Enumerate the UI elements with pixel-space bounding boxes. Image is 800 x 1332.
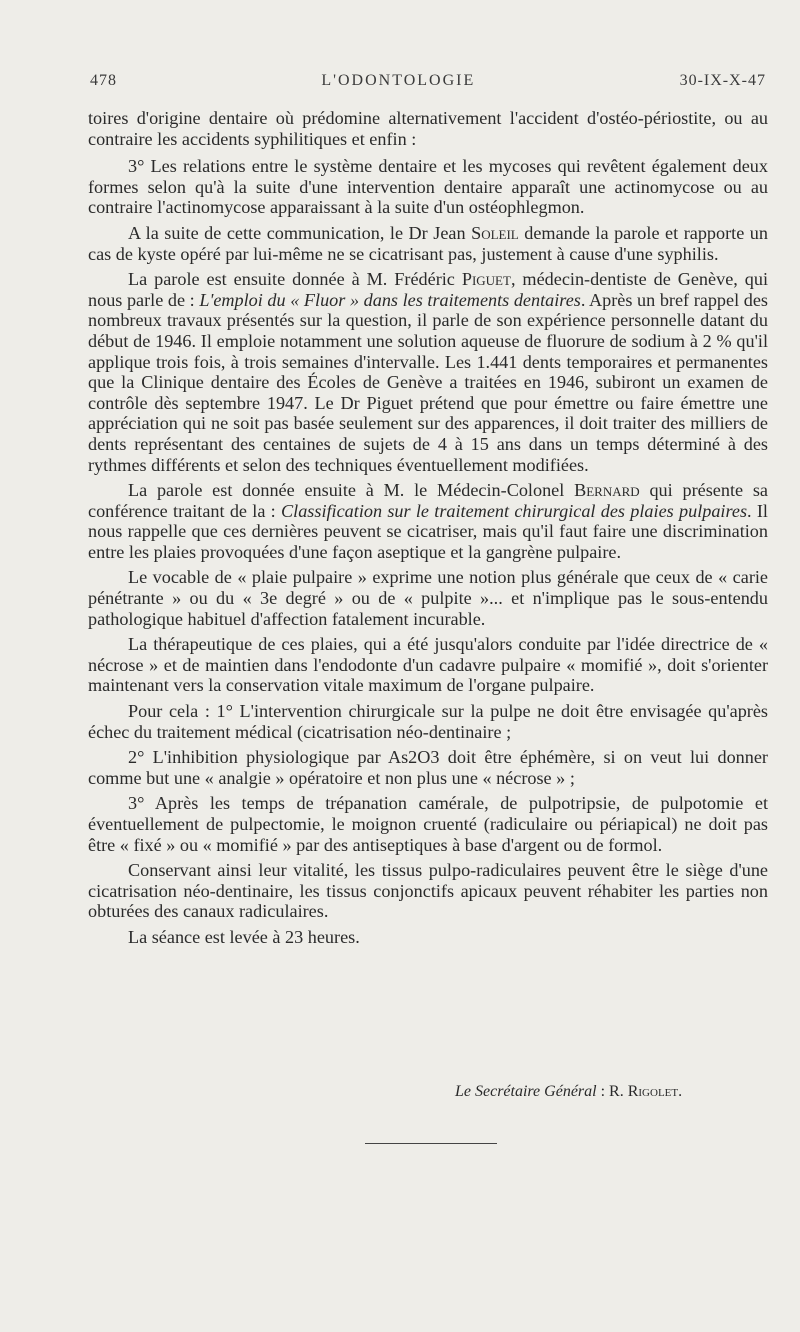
talk-title: Classification sur le traitement chirurgical des plaies pulpaires	[281, 500, 748, 521]
text-run: . Il nous rappelle que ces dernières peuvent se cicatriser, mais qu'il faut faire une discrimination entre les plaies provoquées d'une façon aseptique et la gangrène pulpaire.	[88, 500, 768, 562]
paragraph	[88, 269, 768, 475]
text-run: La parole est donnée ensuite à M. le Médecin-Colonel	[128, 480, 575, 501]
closing-rule	[365, 1143, 497, 1144]
text-run: demande la parole et rapporte un cas de kyste opéré par lui-même ne se cicatrisant pas, justement à cause d'une syphilis.	[88, 222, 768, 264]
talk-title: L'emploi du « Fluor » dans les traitements dentaires	[199, 289, 581, 310]
article-body	[88, 108, 768, 953]
paragraph: Le vocable de « plaie pulpaire » exprime une notion plus générale que ceux de « carie pénétrante » ou du « 3e degré » ou de « pulpite »... et n'implique pas le sous-entendu pathologique habituel d'affection fatalement incurable.	[88, 567, 768, 629]
text-run: La parole est ensuite donnée à M. Frédéric	[128, 269, 462, 290]
paragraph	[88, 223, 768, 264]
signature-line	[455, 1083, 682, 1101]
text-run: A la suite de cette communication, le Dr Jean	[128, 222, 472, 243]
running-header	[90, 72, 766, 90]
paragraph: 2° L'inhibition physiologique par As2O3 doit être éphémère, si on veut lui donner comme but une « analgie » opératoire et non plus une « nécrose » ;	[88, 747, 768, 788]
signature-separator: : R.	[596, 1083, 628, 1100]
signature-end: .	[678, 1083, 683, 1100]
person-name: Piguet	[461, 269, 511, 290]
person-name: Soleil	[471, 222, 519, 243]
paragraph: toires d'origine dentaire où prédomine alternativement l'accident d'ostéo-périostite, ou au contraire les accidents syphilitiques et enfin :	[88, 108, 768, 149]
paragraph: Conservant ainsi leur vitalité, les tissus pulpo-radiculaires peuvent être le siège d'une cicatrisation néo-dentinaire, les tissus conjonctifs apicaux peuvent réhabiter les parties non obturées des canaux radiculaires.	[88, 860, 768, 922]
page-number: 478	[90, 72, 117, 89]
text-run: . Après un bref rappel des nombreux travaux présentés sur la question, il parle de son expérience personnelle datant du début de 1946. Il emploie notamment une solution aqueuse de fluorure de sodium à 2 % qu'il applique trois fois, à trois semaines d'intervalle. Les 1.441 dents temporaires et permanentes que la Clinique dentaire des Écoles de Genève a traitées en 1946, subiront un examen de contrôle dès septembre 1947. Le Dr Piguet prétend que pour émettre ou faire émettre une appréciation qui ne soit pas basée seulement sur des apparences, il doit traiter des milliers de dents représentant des centaines de sujets de 4 à 15 ans dans un temps déterminé à des rythmes différents et selon des techniques éventuellement modifiées.	[88, 289, 768, 475]
paragraph: 3° Les relations entre le système dentaire et les mycoses qui revêtent également deux formes selon qu'à la suite d'une intervention dentaire apparaît une actinomycose ou au contraire l'actinomycose apparaissant à la suite d'un ostéophlegmon.	[88, 156, 768, 218]
signature-name: Rigolet	[627, 1083, 679, 1100]
issue-date: 30-IX-X-47	[679, 72, 766, 89]
paragraph: Pour cela : 1° L'intervention chirurgicale sur la pulpe ne doit être envisagée qu'après échec du traitement médical (cicatrisation néo-dentinaire ;	[88, 701, 768, 742]
signature-role: Le Secrétaire Général	[455, 1083, 597, 1100]
paragraph: La séance est levée à 23 heures.	[128, 926, 360, 947]
text-run: , médecin-dentiste de Genève, qui nous parle de :	[88, 269, 768, 310]
paragraph	[88, 480, 768, 562]
journal-title: L'ODONTOLOGIE	[321, 72, 476, 89]
paragraph: 3° Après les temps de trépanation camérale, de pulpotripsie, de pulpotomie et éventuellement de pulpectomie, le moignon cruenté (radiculaire ou périapical) ne doit pas être « fixé » ou « momifié » par des antiseptiques à base d'argent ou de formol.	[88, 793, 768, 855]
paragraph: La thérapeutique de ces plaies, qui a été jusqu'alors conduite par l'idée directrice de « nécrose » et de maintien dans l'endodonte d'un cadavre pulpaire « momifié », doit s'orienter maintenant vers la conservation vitale maximum de l'organe pulpaire.	[88, 634, 768, 696]
text-run: qui présente sa conférence traitant de la :	[88, 480, 768, 521]
person-name: Bernard	[574, 480, 640, 501]
